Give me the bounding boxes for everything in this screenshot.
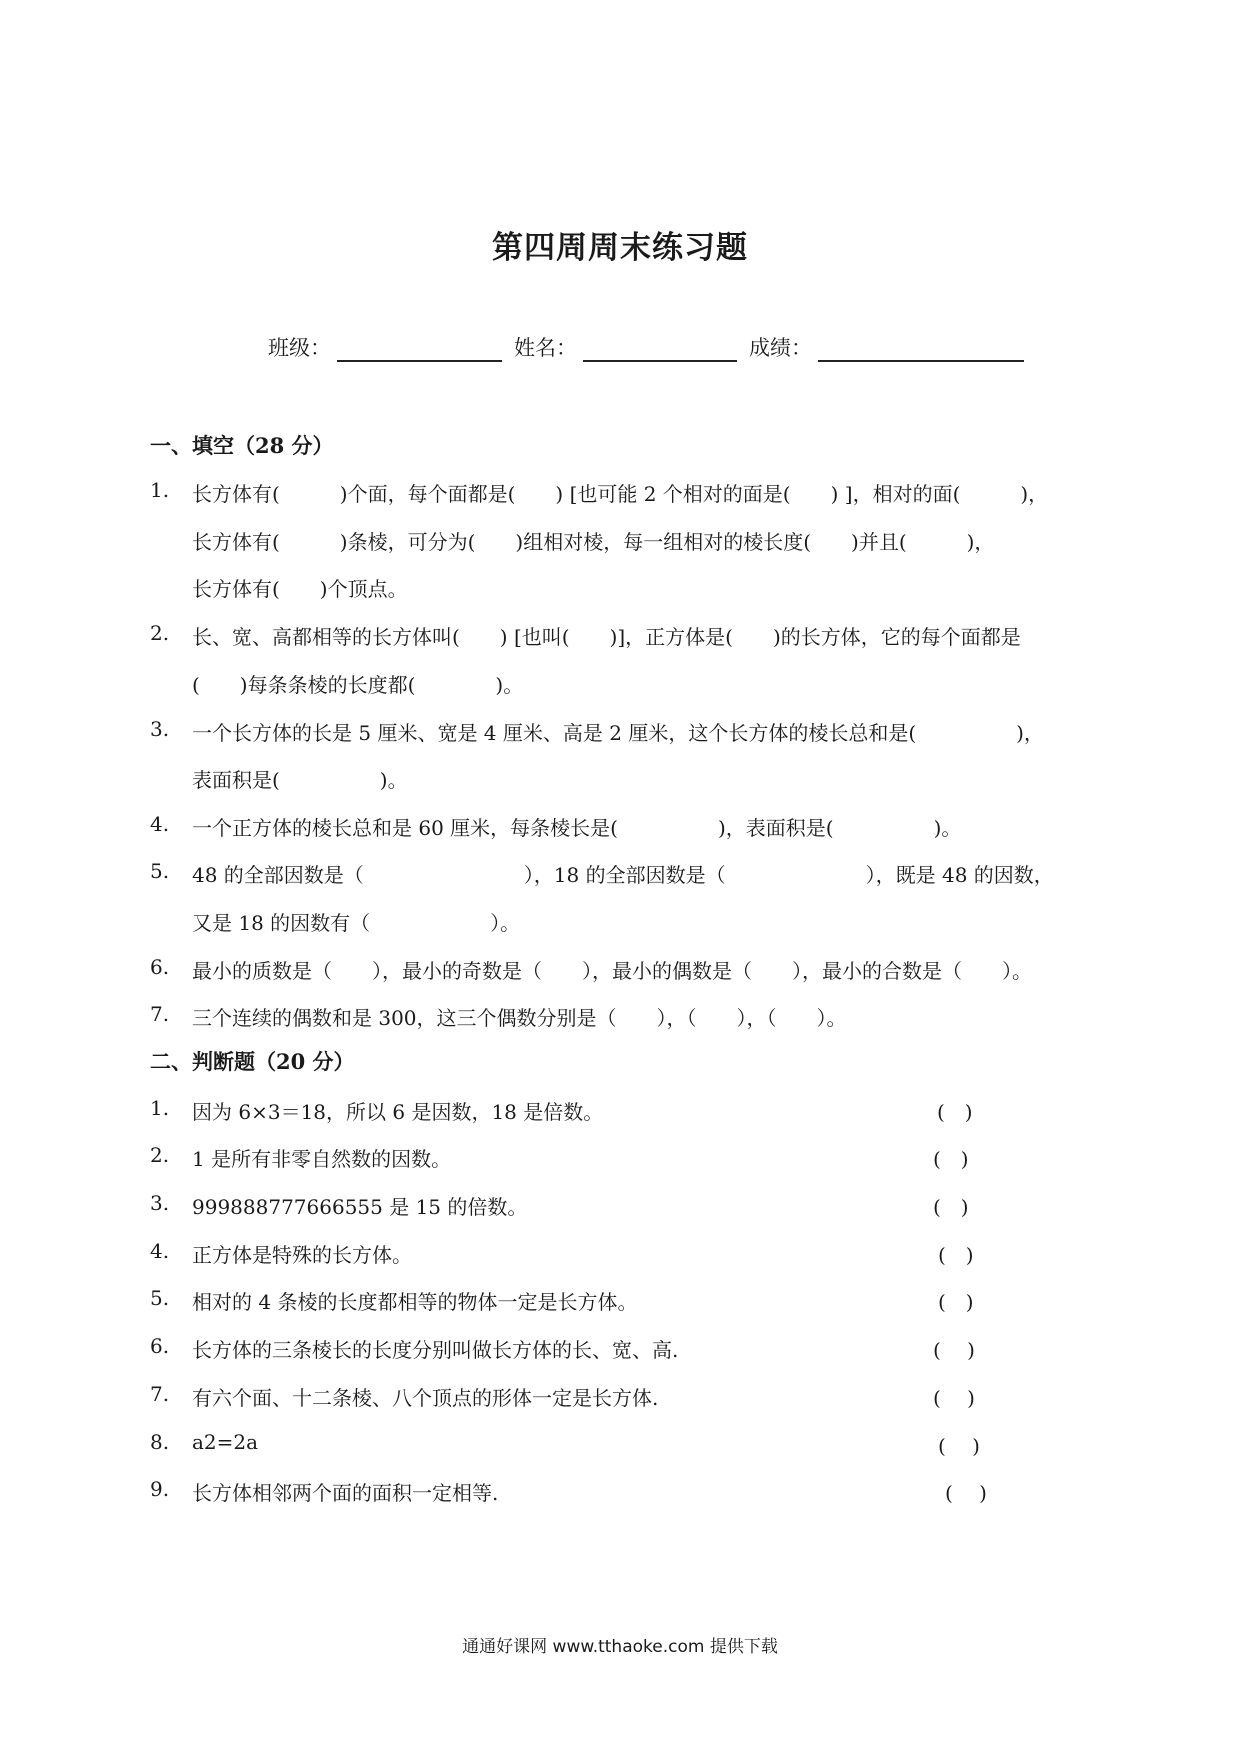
judge-text: 999888777666555 是 15 的倍数。: [192, 1195, 528, 1219]
judge-answer-1: ( ): [937, 1100, 973, 1124]
question-number: 5.: [150, 859, 170, 883]
judge-text: 长方体相邻两个面的面积一定相等.: [192, 1481, 499, 1505]
judge-number: 7.: [150, 1382, 170, 1406]
question-text: 三个连续的偶数和是 300，这三个偶数分别是（ ），（ ），（ ）。: [192, 1006, 847, 1030]
judge-number: 1.: [150, 1096, 170, 1120]
judge-answer-6: ( ): [933, 1338, 975, 1362]
question-1-line-3: 长方体有( )个顶点。: [192, 577, 408, 601]
page-title: 第四周周末练习题: [492, 230, 748, 266]
question-number: 7.: [150, 1002, 170, 1026]
judge-number: 2.: [150, 1143, 170, 1167]
judge-answer-7: ( ): [933, 1386, 975, 1410]
judge-text: 有六个面、十二条棱、八个顶点的形体一定是长方体.: [192, 1386, 659, 1410]
judge-answer-9: ( ): [945, 1481, 987, 1505]
section-heading-fill-in: 一、填空（28 分）: [150, 433, 334, 458]
judge-number: 4.: [150, 1239, 170, 1263]
judge-number: 8.: [150, 1430, 170, 1454]
question-2-line-2: ( )每条条棱的长度都( )。: [192, 673, 524, 697]
judge-number: 3.: [150, 1191, 170, 1215]
class-blank: [337, 336, 502, 362]
judge-text: 1 是所有非零自然数的因数。: [192, 1147, 452, 1171]
question-number: 3.: [150, 717, 170, 741]
judge-answer-5: ( ): [938, 1290, 974, 1314]
question-text: 48 的全部因数是（ ），18 的全部因数是（ ），既是 48 的因数，: [192, 863, 1054, 887]
judge-answer-8: ( ): [938, 1434, 980, 1458]
judge-number: 6.: [150, 1334, 170, 1358]
page-footer: 通通好课网 www.tthaoke.com 提供下载: [462, 1637, 778, 1657]
question-number: 6.: [150, 955, 170, 979]
student-info-row: [268, 330, 1036, 362]
question-number: 4.: [150, 812, 170, 836]
judge-text: 相对的 4 条棱的长度都相等的物体一定是长方体。: [192, 1290, 638, 1314]
question-1-line-2: 长方体有( )条棱，可分为( )组相对棱，每一组相对的棱长度( )并且( )，: [192, 530, 995, 554]
name-label: 姓名：: [514, 336, 577, 360]
name-blank: [583, 336, 737, 362]
judge-answer-2: ( ): [933, 1147, 969, 1171]
judge-text: a2=2a: [192, 1430, 259, 1454]
question-5-line-2: 又是 18 的因数有（ ）。: [192, 911, 521, 935]
class-label: 班级：: [268, 336, 331, 360]
score-label: 成绩：: [749, 336, 812, 360]
question-number: 1.: [150, 478, 170, 502]
question-text: 最小的质数是（ ），最小的奇数是（ ），最小的偶数是（ ），最小的合数是（ ）。: [192, 959, 1032, 983]
judge-text: 正方体是特殊的长方体。: [192, 1243, 412, 1267]
judge-text: 因为 6×3＝18，所以 6 是因数，18 是倍数。: [192, 1100, 604, 1124]
question-text: 长、宽、高都相等的长方体叫( ) [也叫( )]，正方体是( )的长方体，它的每个面都是: [192, 625, 1021, 649]
question-3-line-2: 表面积是( )。: [192, 768, 408, 792]
question-number: 2.: [150, 621, 170, 645]
question-text: 一个正方体的棱长总和是 60 厘米，每条棱长是( )，表面积是( )。: [192, 816, 962, 840]
judge-answer-3: ( ): [933, 1195, 969, 1219]
judge-text: 长方体的三条棱长的长度分别叫做长方体的长、宽、高.: [192, 1338, 679, 1362]
score-blank: [818, 336, 1024, 362]
judge-number: 5.: [150, 1286, 170, 1310]
question-text: 长方体有( )个面，每个面都是( ) [也可能 2 个相对的面是( ) ]，相对的面( )，: [192, 482, 1049, 506]
section-heading-true-false: 二、判断题（20 分）: [150, 1049, 355, 1074]
question-text: 一个长方体的长是 5 厘米、宽是 4 厘米、高是 2 厘米，这个长方体的棱长总和是( )，: [192, 721, 1044, 745]
judge-number: 9.: [150, 1477, 170, 1501]
judge-answer-4: ( ): [938, 1243, 974, 1267]
